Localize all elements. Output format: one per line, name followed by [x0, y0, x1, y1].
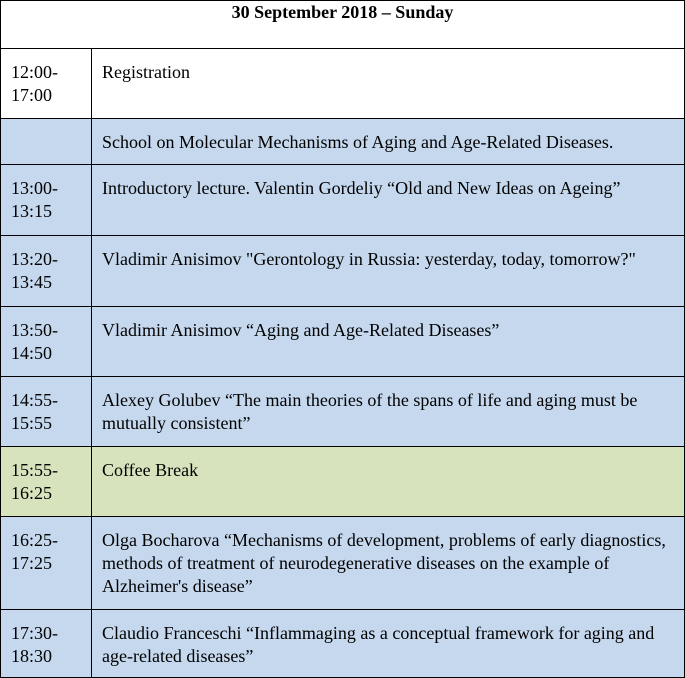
table-row	[1, 236, 685, 307]
time-cell	[1, 236, 92, 307]
table-row	[1, 517, 685, 610]
time-range: 12:00- 17:00	[11, 62, 58, 105]
table-row	[1, 447, 685, 517]
time-range: 14:55- 15:55	[11, 390, 58, 433]
time-cell	[1, 517, 92, 610]
description-cell: Vladimir Anisimov “Aging and Age-Related Diseases”	[92, 307, 685, 377]
time-range: 13:20- 13:45	[11, 249, 58, 292]
time-cell	[1, 377, 92, 447]
description-cell: Alexey Golubev “The main theories of the spans of life and aging must be mutually consistent”	[92, 377, 685, 447]
table-row	[1, 610, 685, 678]
table-row	[1, 307, 685, 377]
description-cell: School on Molecular Mechanisms of Aging and Age-Related Diseases.	[92, 119, 685, 165]
time-range: 15:55- 16:25	[11, 460, 58, 503]
time-cell	[1, 49, 92, 119]
table-row	[1, 377, 685, 447]
time-range: 17:30- 18:30	[11, 623, 58, 666]
time-cell	[1, 307, 92, 377]
header-row	[1, 1, 685, 49]
table-row	[1, 119, 685, 165]
time-cell	[1, 119, 92, 165]
time-range: 13:50- 14:50	[11, 320, 58, 363]
description-cell: Introductory lecture. Valentin Gordeliy “Old and New Ideas on Ageing”	[92, 165, 685, 236]
table-row	[1, 165, 685, 236]
time-cell	[1, 447, 92, 517]
day-title: 30 September 2018 – Sunday	[1, 1, 685, 49]
time-range: 13:00- 13:15	[11, 178, 58, 221]
description-cell: Vladimir Anisimov "Gerontology in Russia: yesterday, today, tomorrow?"	[92, 236, 685, 307]
time-cell	[1, 165, 92, 236]
time-cell	[1, 610, 92, 678]
time-range: 16:25- 17:25	[11, 530, 58, 573]
description-cell: Registration	[92, 49, 685, 119]
description-cell: Coffee Break	[92, 447, 685, 517]
description-cell: Olga Bocharova “Mechanisms of development, problems of early diagnostics, methods of treatment of neurodegenerative diseases on the example of Alzheimer's disease”	[92, 517, 685, 610]
description-cell: Claudio Franceschi “Inflammaging as a conceptual framework for aging and age-related diseases”	[92, 610, 685, 678]
table-row	[1, 49, 685, 119]
